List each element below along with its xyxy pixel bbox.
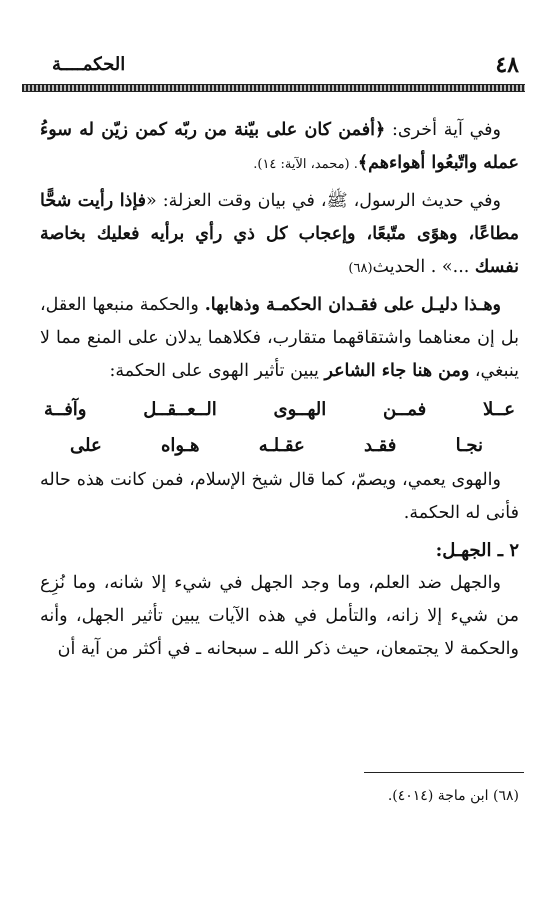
verse-word: فقـد [363,435,397,456]
paragraph-hadith [40,185,519,285]
verse-word: الهــوى [273,399,327,420]
header-rule [22,84,525,92]
p3-lead: وهـذا دليـل على فقـدان الحكمـة وذهابها. [204,295,501,315]
verse-word: هـواه [160,435,200,456]
verse-word: على [70,435,102,456]
page-header [22,50,525,84]
paragraph-ignorance: والجهل ضد العلم، وما وجد الجهل في شيء إلا شانه، وما نُزِع من شيء إلا زانه، والتأمل في هذه الآيات يبين تأثير الجهل، وأنه والحكمة لا يجتمعان، حيث ذكر الله ـ سبحانه ـ في أكثر من آية أن [40,573,519,659]
verse-word: نجـا [455,435,483,456]
page-body [40,114,519,670]
quran-quote: ﴿أفمن كان على بيّنة من ربّه كمن زيّن له سوءُ عمله واتّبعُوا أهواءهم﴾ [40,120,519,173]
footnote-marker: (٦٨) [348,261,373,276]
paragraph-quran-verse [40,114,519,181]
verse-word: فمــن [382,399,427,420]
footnote: (٦٨) ابن ماجة (٤٠١٤). [387,788,519,804]
quran-reference: . (محمد، الآية: ١٤). [253,157,358,172]
p1-intro: وفي آية أخرى: [385,120,501,140]
p3-bold: ومن هنا جاء الشاعر [324,361,470,381]
chapter-title: الحكمــــة [52,54,126,75]
verse-word: عقـلـه [258,435,305,456]
verse-word: وآفــة [44,399,87,420]
p3-rest: والحكمة منبعها العقل، بل إن معناهما واشتقاقهما متقارب، فكلاهما يدلان على المنع مما لا ينبغي، [40,295,519,381]
section-title-ignorance: ٢ ـ الجهـل: [435,540,519,561]
page-number: ٤٨ [495,52,519,78]
p3-tail: يبين تأثير الهوى على الحكمة: [109,361,325,381]
p2-intro: وفي حديث الرسول، ﷺ، في بيان وقت العزلة: « [146,191,501,211]
p2-end: ...» . الحديث [372,257,475,277]
verse-word: الــعــقــل [143,399,217,420]
paragraph-desire: والهوى يعمي، ويصمّ، كما قال شيخ الإسلام، فمن كانت هذه حاله فأنى له الحكمة. [40,470,519,523]
verse-word: عــلا [482,399,515,420]
paragraph-wisdom-loss [40,289,519,388]
verse-line-1 [44,392,515,428]
poem-verse [40,392,519,464]
verse-line-2 [70,428,483,464]
footnote-divider [364,772,524,773]
hadith-quote: فإذا رأيت شحًّا مطاعًا، وهوًى متّبعًا، وإعجاب كل ذي رأي برأيه فعليك بخاصة نفسك [40,191,519,277]
